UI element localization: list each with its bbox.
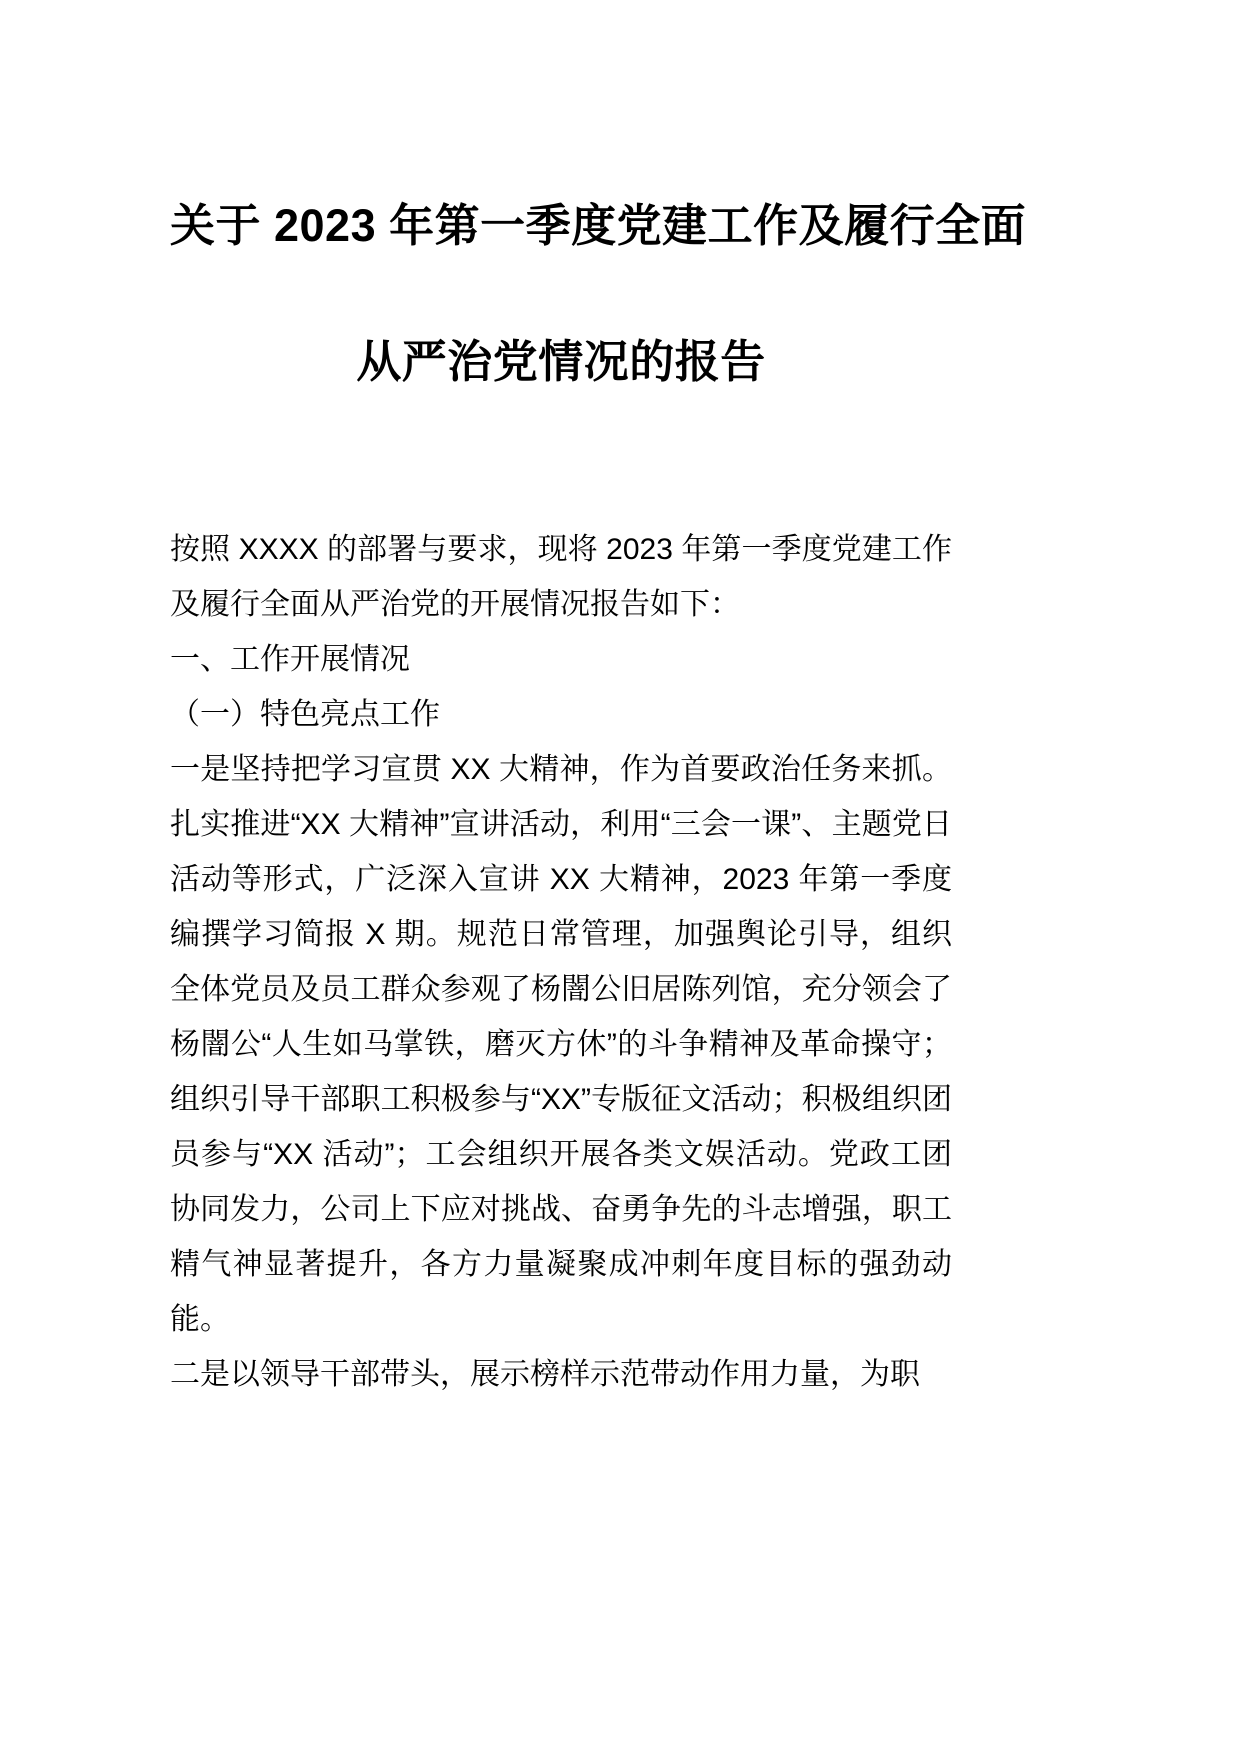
paragraph-intro: 按照 XXXX 的部署与要求，现将 2023 年第一季度党建工作及履行全面从严治党的开展情况报告如下： [170,533,952,621]
heading-section-one: 一、工作开展情况 [170,643,410,676]
document-body [170,522,952,1402]
document-title-line-2: 从严治党情况的报告 [356,336,766,387]
heading-subsection-one: （一）特色亮点工作 [170,698,440,731]
paragraph-item-one: 一是坚持把学习宣贯 XX 大精神，作为首要政治任务来抓。扎实推进“XX 大精神”宣讲活动，利用“三会一课”、主题党日活动等形式，广泛深入宣讲 XX 大精神，2023 年第一季度编撰学习简报 X 期。规范日常管理，加强舆论引导，组织全体党员及员工群众参观了杨闇公旧居陈列馆，充分领会了杨闇公“人生如马掌铁，磨灭方休”的斗争精神及革命操守；组织引导干部职工积极参与“XX”专版征文活动；积极组织团员参与“XX 活动”；工会组织开展各类文娱活动。党政工团协同发力，公司上下应对挑战、奋勇争先的斗志增强，职工精气神显著提升，各方力量凝聚成冲刺年度目标的强劲动能。 [170,753,952,1336]
document-content [170,0,1027,1402]
paragraph-item-two: 二是以领导干部带头，展示榜样示范带动作用力量，为职 [170,1358,920,1391]
document-title-line-1: 关于 2023 年第一季度党建工作及履行全面 [170,200,1027,251]
